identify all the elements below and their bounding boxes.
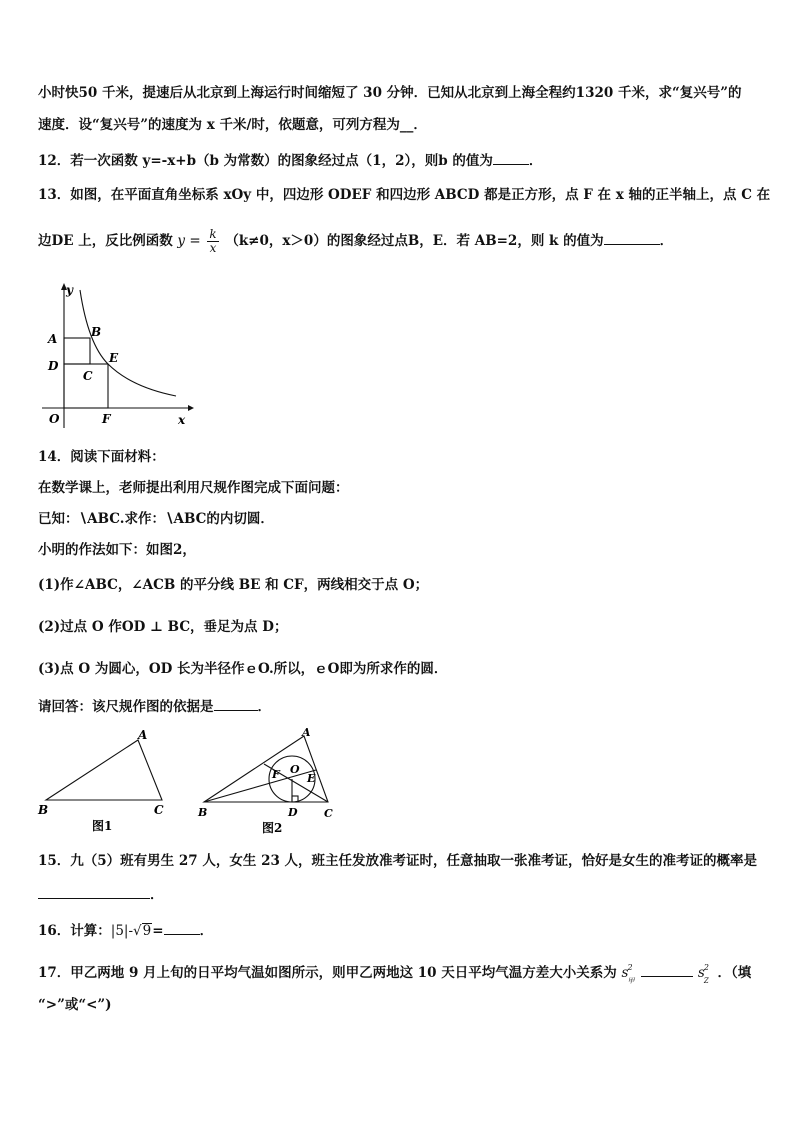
label-e: E xyxy=(109,351,119,365)
q13-figure xyxy=(36,280,206,430)
triangle-abc xyxy=(46,740,162,800)
q15-answer-blank[interactable] xyxy=(38,884,150,899)
q17-answer-blank[interactable] xyxy=(641,962,693,977)
q14-step2: (2)过点 O 作OD ⊥ BC，垂足为点 D； xyxy=(38,619,288,635)
q12 xyxy=(38,150,764,170)
label-a: A xyxy=(48,332,58,346)
q17-s-yi: s 2 Z xyxy=(697,963,709,985)
q12-answer-blank[interactable] xyxy=(493,150,529,165)
q14-line3: 小明的作法如下：如图2， xyxy=(38,542,196,558)
fig2-label-b: B xyxy=(198,806,208,819)
hyperbola-curve xyxy=(80,290,176,396)
q13-fraction xyxy=(207,228,218,255)
q13-line2 xyxy=(38,224,764,258)
label-y: y xyxy=(66,283,73,297)
q13-frac-den: x xyxy=(209,241,217,255)
q13-frac-num: k xyxy=(209,227,217,241)
fig2-label-d: D xyxy=(288,806,298,819)
q16-radicand: 9 xyxy=(142,923,152,939)
q17-end: ．（填 xyxy=(717,965,752,981)
fig1-label-a: A xyxy=(138,728,148,742)
q14-step3: (3)点 O 为圆心，OD 长为半径作ｅO.所以，ｅO即为所求作的圆． xyxy=(38,661,448,677)
q16-answer-blank[interactable] xyxy=(164,920,200,935)
q16: 16．计算：|5|-√9= ． xyxy=(38,920,764,940)
q13-end: ． xyxy=(659,233,674,249)
q14-end: ． xyxy=(257,699,271,715)
q15-end: ． xyxy=(150,887,164,903)
q14-line2: 已知：∖ABC.求作：∖ABC的内切圆． xyxy=(38,511,274,527)
triangle-abc xyxy=(204,736,328,802)
fig2-caption: 图2 xyxy=(262,821,283,835)
label-d: D xyxy=(48,359,59,373)
q14-line1: 在数学课上，老师提出利用尺规作图完成下面问题： xyxy=(38,480,349,496)
fig2-label-a: A xyxy=(302,726,311,739)
fig2-label-e: E xyxy=(307,772,316,785)
q15-line2 xyxy=(38,884,764,904)
q16-label: 16．计算： xyxy=(38,923,111,939)
q12-text: 12．若一次函数 y=-x+b（b 为常数）的图象经过点（1，2），则b 的值为 xyxy=(38,153,493,169)
q12-end: ． xyxy=(528,153,543,169)
q16-abs: |5|- xyxy=(110,923,134,939)
q14-figure1 xyxy=(34,726,174,836)
q14-ask-line xyxy=(38,696,764,716)
q14-title: 14．阅读下面材料： xyxy=(38,449,165,465)
fig1-label-c: C xyxy=(154,803,164,817)
label-c: C xyxy=(83,369,93,383)
q11-line2: 速度．设“复兴号”的速度为 x 千米/时，依题意，可列方程为__． xyxy=(38,117,427,133)
fig2-label-f: F xyxy=(272,768,280,781)
fig1-caption: 图1 xyxy=(92,819,113,833)
q13-text-a: 边DE 上，反比例函数 xyxy=(38,233,173,249)
q14-answer-blank[interactable] xyxy=(214,696,258,711)
label-o: O xyxy=(49,412,60,426)
q14-ask: 请回答：该尺规作图的依据是 xyxy=(38,699,214,715)
fig2-label-c: C xyxy=(324,807,333,820)
q17-text: 17．甲乙两地 9 月上旬的日平均气温如图所示，则甲乙两地这 10 天日平均气温方差大小关系为 xyxy=(38,965,617,981)
q13-answer-blank[interactable] xyxy=(604,230,660,245)
q13-text-b: （k≠0，x＞0）的图象经过点B，E．若 AB=2，则 k 的值为 xyxy=(225,233,604,249)
fig1-label-b: B xyxy=(38,803,49,817)
x-axis-arrow xyxy=(188,405,194,411)
fig2-label-o: O xyxy=(290,763,300,776)
label-x: x xyxy=(178,413,186,427)
q17-line1 xyxy=(38,962,764,985)
q14-step1: (1)作∠ABC，∠ACB 的平分线 BE 和 CF，两线相交于点 O； xyxy=(38,577,429,593)
q16-eq: = xyxy=(152,923,164,939)
q17-line2: “>”或“<”) xyxy=(38,997,112,1013)
q14-figure2 xyxy=(196,726,356,838)
q13-y-eq: y = xyxy=(177,233,201,249)
q16-end: ． xyxy=(199,923,214,939)
q17-s-jia: s 2 甲 xyxy=(621,963,635,985)
label-b: B xyxy=(91,325,102,339)
label-f: F xyxy=(102,412,111,426)
square-abcd xyxy=(64,338,90,364)
q13-line1: 13．如图，在平面直角坐标系 xOy 中，四边形 ODEF 和四边形 ABCD 都是正方形，点 F 在 x 轴的正半轴上，点 C 在 xyxy=(38,187,771,203)
q11-line1: 小时快50 千米，提速后从北京到上海运行时间缩短了 30 分钟．已知从北京到上海全程约1320 千米，求“复兴号”的 xyxy=(38,85,742,101)
q15-line1: 15．九（5）班有男生 27 人，女生 23 人，班主任发放准考证时，任意抽取一张准考证，恰好是女生的准考证的概率是 xyxy=(38,853,758,869)
